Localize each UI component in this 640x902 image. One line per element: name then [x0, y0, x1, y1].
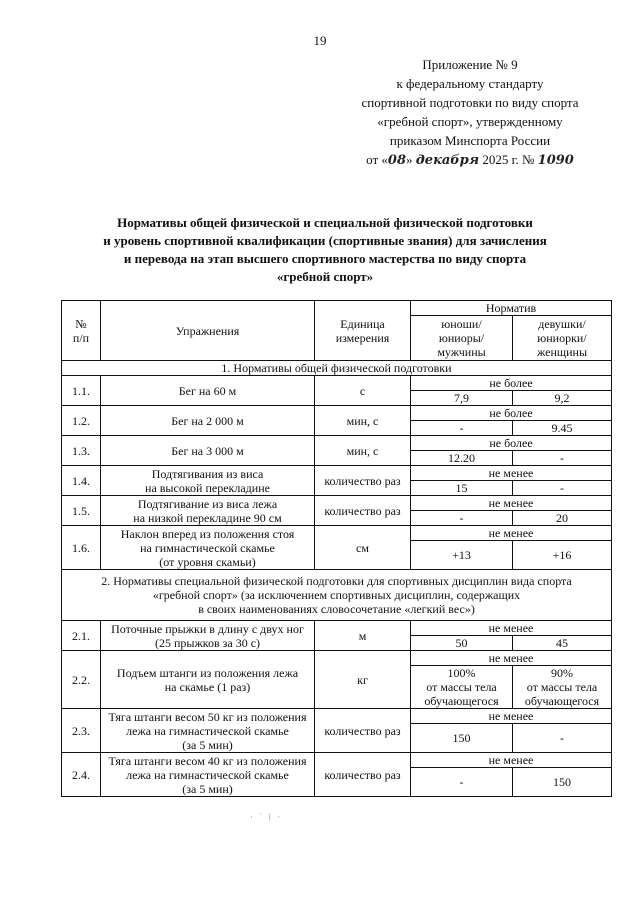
- table-cell: 150: [513, 768, 612, 797]
- table-cell: 50: [411, 636, 513, 651]
- cell-text: мужчины: [437, 345, 486, 359]
- cell-text: Наклон вперед из положения стоя: [120, 526, 295, 541]
- cell-text: 2. Нормативы специальной физической подготовки для спортивных дисциплин вида спорта: [101, 574, 572, 588]
- exercise-cell: [101, 496, 315, 526]
- table-cell: 9,2: [513, 391, 612, 406]
- table-cell: количество раз: [315, 709, 411, 753]
- exercise-cell: [101, 466, 315, 496]
- cell-text: 90%: [551, 666, 573, 680]
- appendix-line: приказом Минспорта России: [389, 133, 551, 148]
- appendix-line: к федеральному стандарту: [396, 76, 544, 91]
- table-row: [62, 526, 612, 541]
- cell-text: юниоры/: [438, 331, 485, 345]
- cell-text: (25 прыжков за 30 с): [154, 635, 261, 650]
- cell-text: Поточные прыжки в длину с двух ног: [111, 621, 304, 636]
- cell-text: (от уровня скамьи): [159, 554, 256, 569]
- table-row: [62, 651, 612, 666]
- cell-text: обучающегося: [524, 694, 600, 708]
- exercise-cell: [101, 651, 315, 709]
- section-2-title: [62, 570, 612, 621]
- table-cell: 2.4.: [62, 753, 101, 797]
- cell-text: Тяга штанги весом 50 кг из положения: [108, 709, 307, 724]
- cell-text: п/п: [72, 330, 90, 345]
- table-cell: +13: [411, 541, 513, 570]
- table-row: [62, 496, 612, 511]
- table-cell: не менее: [411, 651, 612, 666]
- header-unit: [315, 301, 411, 361]
- appendix-date-line: от «08» декабря 2025 г. № 1090: [366, 152, 574, 168]
- table-cell: 150: [411, 724, 513, 753]
- exercise-cell: [101, 621, 315, 651]
- cell-text: от массы тела: [426, 680, 497, 694]
- table-cell: Бег на 3 000 м: [101, 436, 315, 466]
- table-cell: -: [411, 511, 513, 526]
- table-cell: не менее: [411, 621, 612, 636]
- table-cell: не менее: [411, 496, 612, 511]
- table-cell: мин, с: [315, 406, 411, 436]
- table-cell: 2.3.: [62, 709, 101, 753]
- cell-text: женщины: [536, 345, 588, 359]
- cell-text: №: [75, 316, 87, 331]
- table-cell: +16: [513, 541, 612, 570]
- header-norm: Норматив: [411, 301, 612, 316]
- table-row: [62, 753, 612, 768]
- cell-text: в своих наименованиях словосочетание «легкий вес»): [198, 602, 475, 616]
- cell-text: от массы тела: [526, 680, 598, 694]
- cell-text: (за 5 мин): [182, 781, 233, 796]
- appendix-line: спортивной подготовки по виду спорта: [361, 95, 579, 110]
- cell-text: лежа на гимнастической скамье: [126, 767, 289, 782]
- section-1-title: 1. Нормативы общей физической подготовки: [62, 361, 612, 376]
- section-row: [62, 570, 612, 621]
- table-cell: 1.3.: [62, 436, 101, 466]
- appendix-block: [330, 55, 610, 170]
- table-cell: -: [411, 768, 513, 797]
- table-cell: не менее: [411, 466, 612, 481]
- table-cell: -: [411, 421, 513, 436]
- table-cell: мин, с: [315, 436, 411, 466]
- exercise-cell: [101, 526, 315, 570]
- page-number: 19: [313, 33, 327, 48]
- appendix-line: «гребной спорт», утвержденному: [377, 114, 563, 129]
- table-cell: 20: [513, 511, 612, 526]
- cell-text: «гребной спорт» (за исключением спортивных дисциплин, содержащих: [152, 588, 521, 602]
- table-cell: количество раз: [315, 496, 411, 526]
- cell-text: на скамье (1 раз): [164, 679, 251, 694]
- table-row: [62, 436, 612, 451]
- cell-text: Подтягивания из виса: [151, 466, 264, 481]
- table-cell: -: [513, 481, 612, 496]
- table-cell: не более: [411, 406, 612, 421]
- handwritten-month: декабря: [415, 153, 480, 168]
- table-cell: количество раз: [315, 466, 411, 496]
- table-row: [62, 376, 612, 391]
- cell-text: обучающегося: [424, 694, 499, 708]
- header-boys: [411, 316, 513, 361]
- table-cell: не менее: [411, 709, 612, 724]
- table-cell: с: [315, 376, 411, 406]
- table-cell: 1.2.: [62, 406, 101, 436]
- cell-text: Единица: [340, 316, 385, 331]
- cell-text: Подъем штанги из положения лежа: [116, 665, 299, 680]
- table-cell: не менее: [411, 753, 612, 768]
- table-cell: количество раз: [315, 753, 411, 797]
- cell-text: 100%: [447, 666, 476, 680]
- table-cell: -: [513, 724, 612, 753]
- table-cell: 1.6.: [62, 526, 101, 570]
- table-cell: 2.1.: [62, 621, 101, 651]
- norms-table: [61, 300, 612, 797]
- header-girls: [513, 316, 612, 361]
- table-row: [62, 406, 612, 421]
- cell-text: Подтягивание из виса лежа: [137, 496, 278, 511]
- cell-text: на высокой перекладине: [145, 480, 270, 495]
- table-cell: 45: [513, 636, 612, 651]
- header-num: [62, 301, 101, 361]
- section-row: [62, 361, 612, 376]
- table-cell: 1.4.: [62, 466, 101, 496]
- table-cell: 12.20: [411, 451, 513, 466]
- table-cell: Бег на 2 000 м: [101, 406, 315, 436]
- table-cell: 2.2.: [62, 651, 101, 709]
- table-cell: Бег на 60 м: [101, 376, 315, 406]
- table-cell: не более: [411, 436, 612, 451]
- table-cell: не менее: [411, 526, 612, 541]
- table-cell: см: [315, 526, 411, 570]
- document-title: Нормативы общей физической и специальной физической подготовки и уровень спортивной квалификации (спортивные звания) для зачисления и перевода на этап высшего спортивного мастерства по виду спорта «гребной спорт»: [103, 215, 547, 284]
- cell-text: лежа на гимнастической скамье: [126, 723, 289, 738]
- table-row: [62, 466, 612, 481]
- table-cell: 15: [411, 481, 513, 496]
- table-cell: не более: [411, 376, 612, 391]
- cell-text: (за 5 мин): [182, 737, 233, 752]
- table-cell: 1.5.: [62, 496, 101, 526]
- cell-text: юниорки/: [537, 331, 587, 345]
- handwritten-day: 08: [387, 153, 407, 168]
- exercise-cell: [101, 709, 315, 753]
- cell-text: девушки/: [538, 317, 586, 331]
- header-exercise: Упражнения: [101, 301, 315, 361]
- value-cell: [411, 666, 513, 709]
- table-header-row: [62, 301, 612, 316]
- cell-text: Тяга штанги весом 40 кг из положения: [108, 753, 307, 768]
- table-cell: 7,9: [411, 391, 513, 406]
- value-cell: [513, 666, 612, 709]
- table-cell: 9.45: [513, 421, 612, 436]
- cell-text: на гимнастической скамье: [140, 540, 275, 555]
- exercise-cell: [101, 753, 315, 797]
- cell-text: измерения: [335, 330, 390, 345]
- scan-artifact: · ˙ ⁞ ·: [250, 812, 283, 822]
- table-cell: м: [315, 621, 411, 651]
- cell-text: на низкой перекладине 90 см: [133, 510, 282, 525]
- cell-text: юноши/: [441, 317, 482, 331]
- appendix-title: Приложение № 9: [422, 57, 518, 72]
- handwritten-order-number: 1090: [537, 153, 574, 168]
- table-cell: -: [513, 451, 612, 466]
- table-row: [62, 709, 612, 724]
- table-row: [62, 621, 612, 636]
- table-cell: кг: [315, 651, 411, 709]
- table-cell: 1.1.: [62, 376, 101, 406]
